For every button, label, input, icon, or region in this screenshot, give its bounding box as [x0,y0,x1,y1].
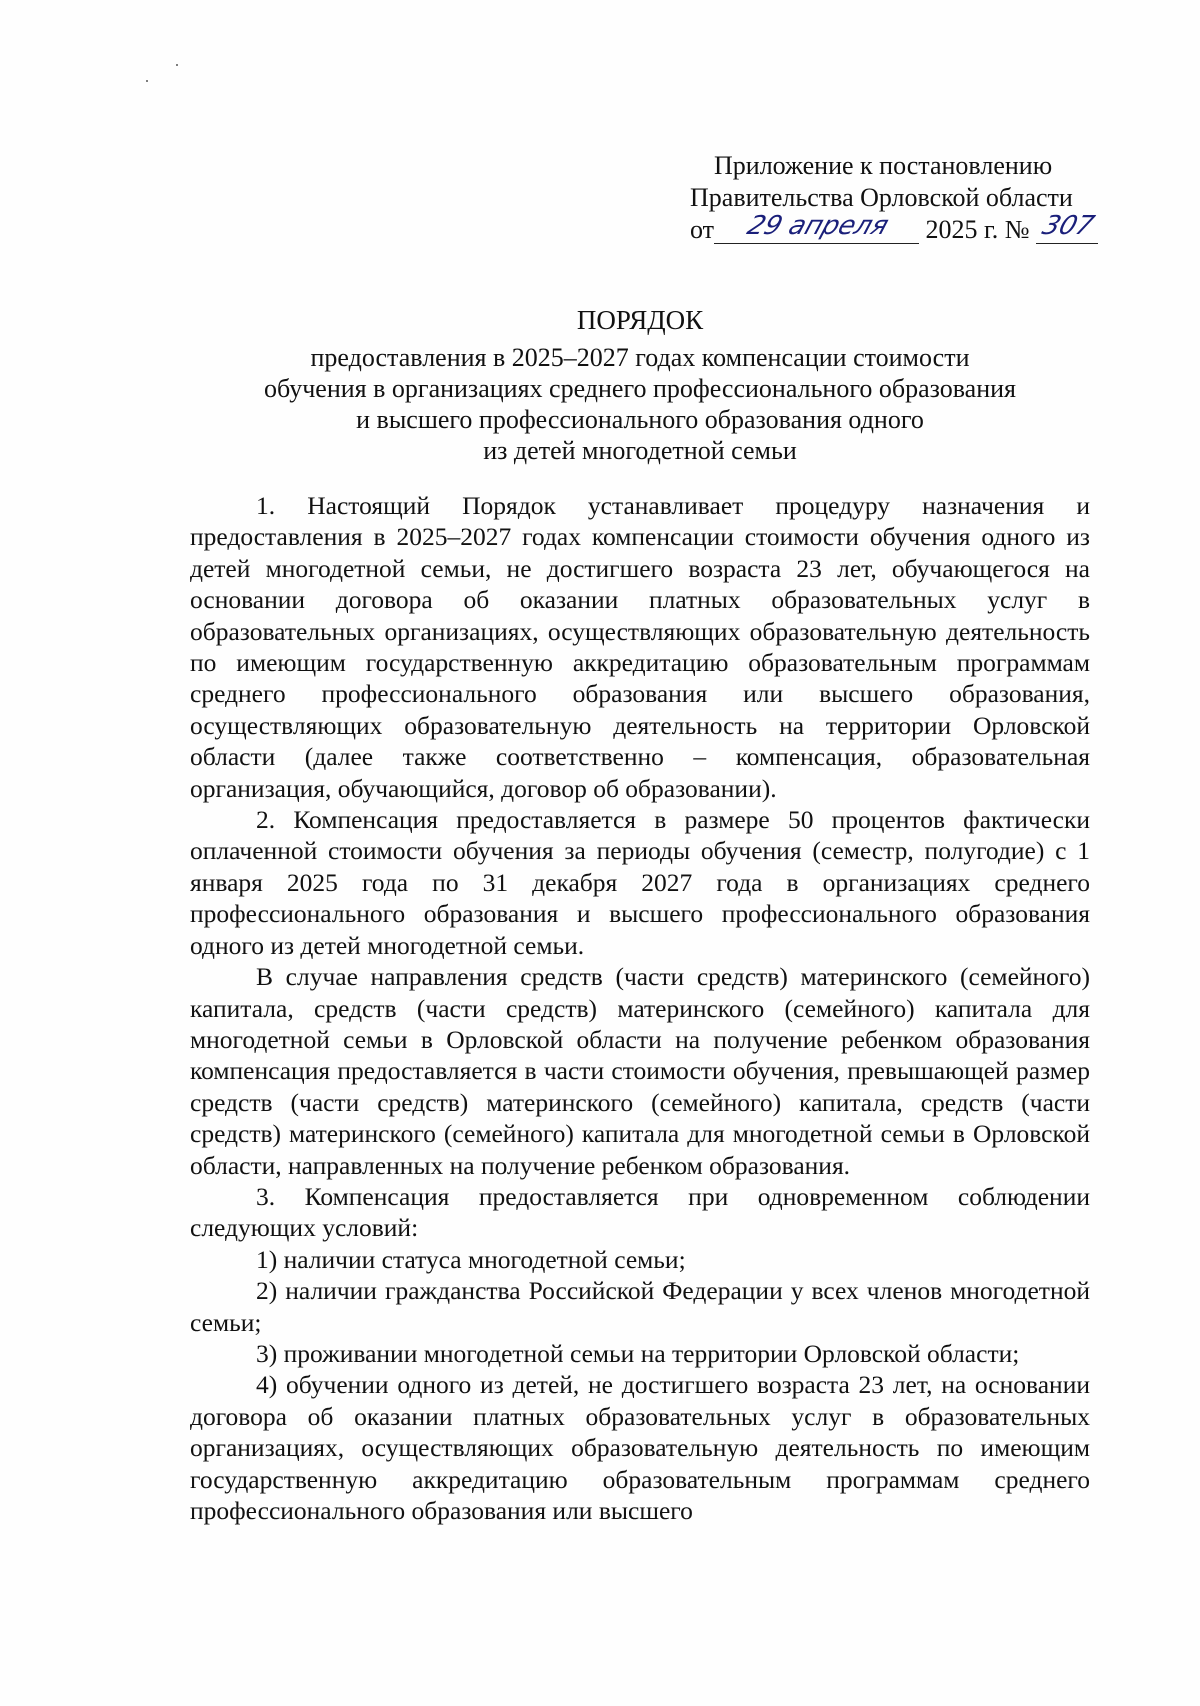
paragraph-3: 3. Компенсация предоставляется при одновременном соблюдении следующих условий: [190,1181,1090,1243]
scan-speck [146,80,148,82]
document-subtitle-line: обучения в организациях среднего профессионального образования [263,374,1017,403]
appendix-year: 2025 г. № [925,215,1030,244]
document-subtitle-line: и высшего профессионального образования одного [356,405,924,434]
condition-1: 1) наличии статуса многодетной семьи; [256,1244,686,1274]
document-subtitle-line: предоставления в 2025–2027 годах компенсации стоимости [310,343,970,372]
scan-speck [176,64,178,66]
document-body [190,490,1090,1526]
appendix-line-3 [690,211,1110,246]
document-subtitle-line: из детей многодетной семьи [483,436,797,465]
appendix-line-2: Правительства Орловской области [690,183,1073,212]
document-title: ПОРЯДОК [576,305,704,335]
appendix-line-1: Приложение к постановлению [714,151,1053,180]
paragraph-2-continuation: В случае направления средств (части средств) материнского (семейного) капитала, средств (части средств) материнского (семейного) капитала для многодетной семьи в Орловской области на получение ребенком образования компенсация предоставляется в части стоимости обучения, превышающей размер средств (части средств) материнского (семейного) капитала, средств (части средств) материнского (семейного) капитала для многодетной семьи в Орловской области, направленных на получение ребенком образования. [190,962,1090,1180]
paragraph-1: 1. Настоящий Порядок устанавливает процедуру назначения и предоставления в 2025–2027 годах компенсации стоимости обучения одного из детей многодетной семьи, не достигшего возраста 23 лет, обучающегося на основании договора об оказании платных образовательных услуг в образовательных организациях, осуществляющих образовательную деятельность по имеющим государственную аккредитацию образовательным программам среднего профессионального образования или высшего образования, осуществляющих образовательную деятельность на территории Орловской области (далее также соответственно – компенсация, образовательная организация, обучающийся, договор об образовании). [190,491,1090,803]
document-title-block [190,305,1090,466]
condition-2: 2) наличии гражданства Российской Федерации у всех членов многодетной семьи; [190,1276,1090,1337]
appendix-from-prefix: от [690,215,715,244]
handwritten-number: 307 [1036,217,1098,244]
condition-4: 4) обучении одного из детей, не достигшего возраста 23 лет, на основании договора об оказании платных образовательных услуг в образовательных организациях, осуществляющих образовательную деятельность по имеющим государственную аккредитацию образовательным программам среднего профессионального образования или высшего [190,1370,1090,1525]
condition-3: 3) проживании многодетной семьи на территории Орловской области; [256,1338,1020,1368]
appendix-header [690,150,1110,246]
paragraph-2: 2. Компенсация предоставляется в размере 50 процентов фактически оплаченной стоимости обучения за периоды обучения (семестр, полугодие) с 1 января 2025 года по 31 декабря 2027 года в организациях среднего профессионального образования и высшего профессионального образования одного из детей многодетной семьи. [190,805,1090,960]
handwritten-date: 29 апреля [714,217,919,244]
